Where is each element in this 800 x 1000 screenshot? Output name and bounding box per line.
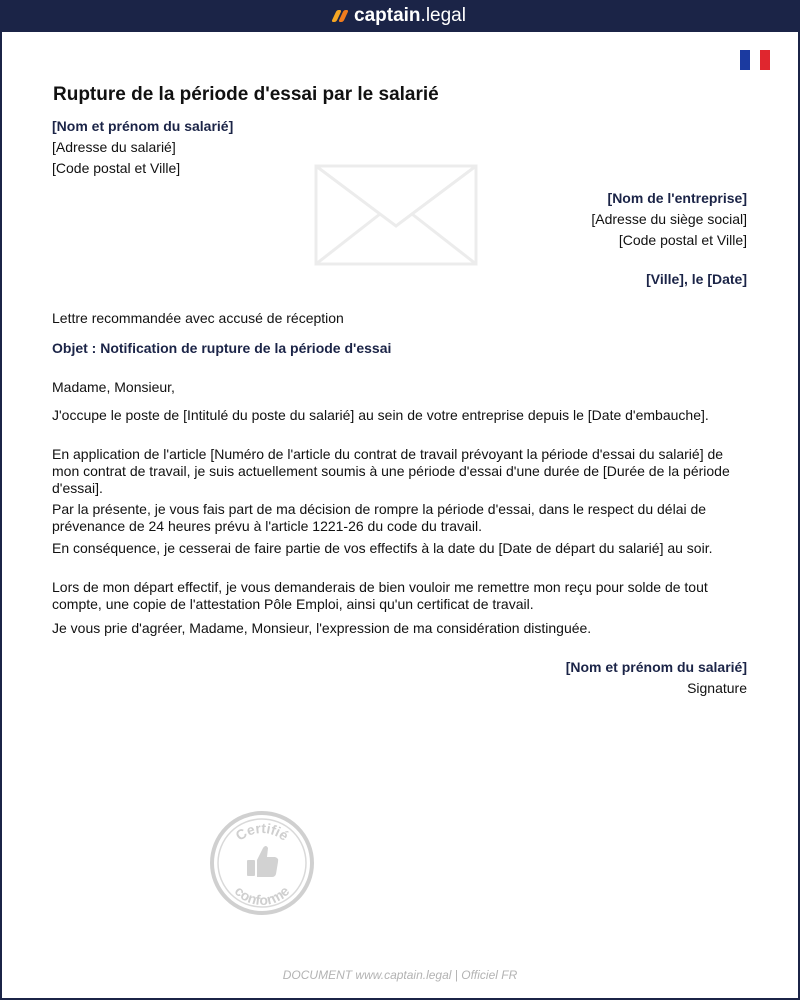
svg-text:conforme — [232, 883, 293, 909]
shipping-mode: Lettre recommandée avec accusé de réception — [52, 310, 344, 326]
brand-mark-icon — [331, 10, 349, 22]
sender-address: [Adresse du salarié] — [52, 139, 176, 155]
envelope-watermark-icon — [314, 164, 480, 266]
brand-logo[interactable] — [334, 5, 466, 27]
document-page — [2, 32, 798, 998]
paragraph: En application de l'article [Numéro de l'article du contrat de travail prévoyant la période d'essai du salarié] de mon contrat de travail, je suis actuellement soumis à une période d'essai d'une durée de [Durée de la période d'essai]. — [52, 446, 730, 496]
stamp-bottom-text: conforme — [231, 882, 293, 909]
place-date: [Ville], le [Date] — [646, 271, 747, 287]
document-footer: DOCUMENT www.captain.legal | Officiel FR — [282, 968, 518, 982]
recipient-company: [Nom de l'entreprise] — [607, 190, 747, 206]
french-flag-icon[interactable] — [740, 50, 770, 70]
letter-subject: Objet : Notification de rupture de la période d'essai — [52, 340, 392, 356]
paragraph: J'occupe le poste de [Intitulé du poste du salarié] au sein de votre entreprise depuis le [Date d'embauche]. — [52, 407, 709, 423]
thumbs-up-icon — [247, 846, 278, 877]
certified-stamp-icon — [207, 808, 317, 918]
top-bar — [0, 0, 800, 32]
paragraph: Je vous prie d'agréer, Madame, Monsieur, l'expression de ma considération distinguée. — [52, 620, 592, 636]
document-title: Rupture de la période d'essai par le salarié — [53, 84, 439, 105]
stamp-top-text: Certifié — [232, 819, 292, 844]
brand-name: captain — [354, 5, 421, 26]
brand-tld: .legal — [420, 5, 466, 26]
greeting: Madame, Monsieur, — [52, 379, 175, 395]
paragraph: Lors de mon départ effectif, je vous demanderais de bien vouloir me remettre mon reçu pour solde de tout compte, une copie de l'attestation Pôle Emploi, ainsi qu'un certificat de travail. — [52, 579, 708, 612]
sender-name: [Nom et prénom du salarié] — [52, 118, 234, 134]
paragraph: Par la présente, je vous fais part de ma décision de rompre la période d'essai, dans le respect du délai de prévenance de 24 heures prévu à l'article 1221-26 du code du travail. — [52, 501, 707, 534]
sender-city: [Code postal et Ville] — [52, 160, 181, 176]
signature-name: [Nom et prénom du salarié] — [565, 659, 747, 675]
recipient-city: [Code postal et Ville] — [618, 232, 747, 248]
recipient-address: [Adresse du siège social] — [591, 211, 747, 227]
signature-label: Signature — [687, 680, 747, 696]
paragraph: En conséquence, je cesserai de faire partie de vos effectifs à la date du [Date de départ du salarié] au soir. — [52, 540, 713, 556]
